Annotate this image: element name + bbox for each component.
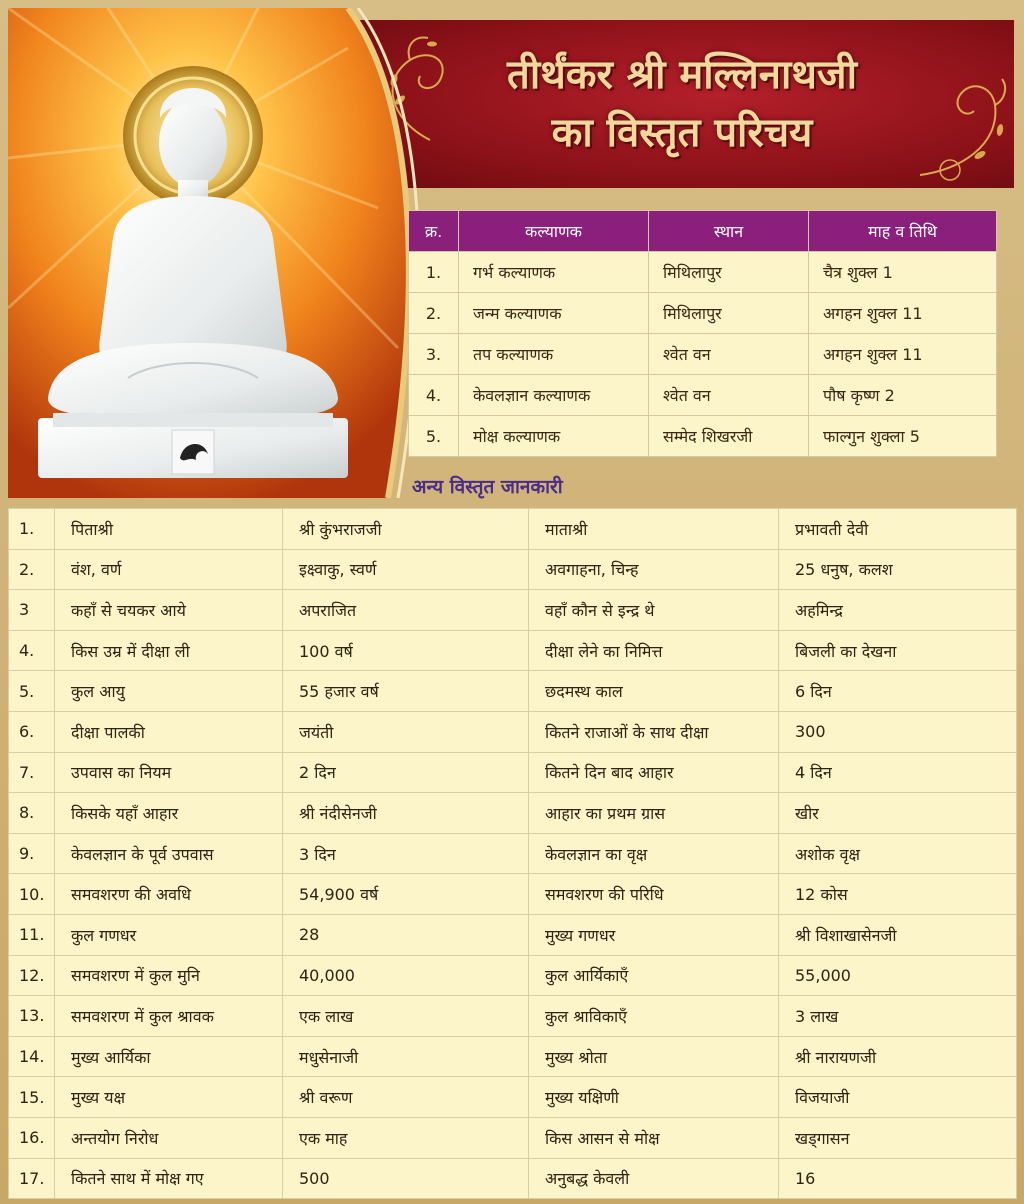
table-row	[9, 671, 1017, 712]
row-number: 14.	[9, 1036, 55, 1077]
kalyanak-place: सम्मेद शिखरजी	[649, 416, 809, 457]
idol-image	[8, 8, 420, 498]
detail-value: बिजली का देखना	[779, 630, 1017, 671]
table-row	[9, 590, 1017, 631]
detail-value: 55 हजार वर्ष	[283, 671, 529, 712]
kalyanak-date: चैत्र शुक्ल 1	[809, 252, 997, 293]
detail-label: किस आसन से मोक्ष	[529, 1117, 779, 1158]
row-number: 4.	[9, 630, 55, 671]
kalyanak-date: फाल्गुन शुक्ला 5	[809, 416, 997, 457]
kalyanak-date: अगहन शुक्ल 11	[809, 334, 997, 375]
row-number: 12.	[9, 955, 55, 996]
detail-value: 40,000	[283, 955, 529, 996]
table-row	[9, 711, 1017, 752]
detail-value: 6 दिन	[779, 671, 1017, 712]
detail-label: कहाँ से चयकर आये	[55, 590, 283, 631]
detail-value: श्री नारायणजी	[779, 1036, 1017, 1077]
kalyanak-name: तप कल्याणक	[459, 334, 649, 375]
row-number: 8.	[9, 793, 55, 834]
table-row	[409, 293, 997, 334]
row-number: 10.	[9, 874, 55, 915]
detail-value: श्री नंदीसेनजी	[283, 793, 529, 834]
kalyanak-place: मिथिलापुर	[649, 252, 809, 293]
row-number: 5.	[409, 416, 459, 457]
detail-value: 2 दिन	[283, 752, 529, 793]
kalyanak-place: मिथिलापुर	[649, 293, 809, 334]
title-line-2: का विस्तृत परिचय	[551, 110, 813, 156]
detail-value: 3 दिन	[283, 833, 529, 874]
detail-value: 28	[283, 914, 529, 955]
detail-value: प्रभावती देवी	[779, 509, 1017, 550]
title-banner	[350, 20, 1014, 188]
detail-label: वहाँ कौन से इन्द्र थे	[529, 590, 779, 631]
column-header: स्थान	[649, 211, 809, 252]
row-number: 4.	[409, 375, 459, 416]
detail-label: समवशरण की परिधि	[529, 874, 779, 915]
detail-value: जयंती	[283, 711, 529, 752]
detail-value: 25 धनुष, कलश	[779, 549, 1017, 590]
table-row	[409, 375, 997, 416]
detail-value: श्री कुंभराजजी	[283, 509, 529, 550]
row-number: 6.	[9, 711, 55, 752]
kalyanak-name: केवलज्ञान कल्याणक	[459, 375, 649, 416]
kalyanak-date: अगहन शुक्ल 11	[809, 293, 997, 334]
kalyanak-date: पौष कृष्ण 2	[809, 375, 997, 416]
table-row	[9, 1036, 1017, 1077]
row-number: 15.	[9, 1077, 55, 1118]
detail-label: समवशरण की अवधि	[55, 874, 283, 915]
detail-value: इक्ष्वाकु, स्वर्ण	[283, 549, 529, 590]
detail-value: अशोक वृक्ष	[779, 833, 1017, 874]
detail-label: अवगाहना, चिन्ह	[529, 549, 779, 590]
detail-label: मुख्य यक्षिणी	[529, 1077, 779, 1118]
detail-label: आहार का प्रथम ग्रास	[529, 793, 779, 834]
kalyanak-name: गर्भ कल्याणक	[459, 252, 649, 293]
detail-value: अहमिन्द्र	[779, 590, 1017, 631]
row-number: 7.	[9, 752, 55, 793]
detail-value: 12 कोस	[779, 874, 1017, 915]
table-row	[9, 833, 1017, 874]
detail-value: 300	[779, 711, 1017, 752]
detail-label: कुल आर्यिकाएँ	[529, 955, 779, 996]
table-row	[9, 549, 1017, 590]
detail-label: कितने दिन बाद आहार	[529, 752, 779, 793]
detail-label: कुल श्राविकाएँ	[529, 996, 779, 1037]
column-header: कल्याणक	[459, 211, 649, 252]
page-title	[350, 46, 1014, 162]
detail-label: मुख्य गणधर	[529, 914, 779, 955]
detail-label: कुल आयु	[55, 671, 283, 712]
row-number: 2.	[409, 293, 459, 334]
title-line-1: तीर्थंकर श्री मल्लिनाथजी	[507, 52, 857, 98]
detail-label: उपवास का नियम	[55, 752, 283, 793]
row-number: 17.	[9, 1158, 55, 1199]
row-number: 2.	[9, 549, 55, 590]
detail-value: एक लाख	[283, 996, 529, 1037]
row-number: 1.	[9, 509, 55, 550]
kalyanak-place: श्वेत वन	[649, 375, 809, 416]
detail-value: 16	[779, 1158, 1017, 1199]
detail-value: 4 दिन	[779, 752, 1017, 793]
table-row	[9, 996, 1017, 1037]
detail-label: केवलज्ञान के पूर्व उपवास	[55, 833, 283, 874]
detail-label: समवशरण में कुल श्रावक	[55, 996, 283, 1037]
section-heading: अन्य विस्तृत जानकारी	[412, 476, 563, 498]
detail-label: किस उम्र में दीक्षा ली	[55, 630, 283, 671]
table-row	[9, 914, 1017, 955]
column-header: माह व तिथि	[809, 211, 997, 252]
detail-label: मुख्य आर्यिका	[55, 1036, 283, 1077]
detail-label: कितने राजाओं के साथ दीक्षा	[529, 711, 779, 752]
detail-label: दीक्षा लेने का निमित्त	[529, 630, 779, 671]
table-row	[9, 509, 1017, 550]
column-header: क्र.	[409, 211, 459, 252]
detail-value: एक माह	[283, 1117, 529, 1158]
table-row	[9, 874, 1017, 915]
detail-value: विजयाजी	[779, 1077, 1017, 1118]
detail-label: वंश, वर्ण	[55, 549, 283, 590]
detail-label: पिताश्री	[55, 509, 283, 550]
detail-value: श्री विशाखासेनजी	[779, 914, 1017, 955]
detail-value: 54,900 वर्ष	[283, 874, 529, 915]
detail-label: अन्तयोग निरोध	[55, 1117, 283, 1158]
table-row	[409, 416, 997, 457]
detail-value: श्री वरूण	[283, 1077, 529, 1118]
table-row	[9, 1158, 1017, 1199]
detail-label: केवलज्ञान का वृक्ष	[529, 833, 779, 874]
detail-label: अनुबद्ध केवली	[529, 1158, 779, 1199]
detail-label: कितने साथ में मोक्ष गए	[55, 1158, 283, 1199]
detail-label: दीक्षा पालकी	[55, 711, 283, 752]
kalyanak-name: जन्म कल्याणक	[459, 293, 649, 334]
row-number: 9.	[9, 833, 55, 874]
table-row	[9, 630, 1017, 671]
table-row	[9, 1117, 1017, 1158]
row-number: 13.	[9, 996, 55, 1037]
detail-label: समवशरण में कुल मुनि	[55, 955, 283, 996]
detail-value: 55,000	[779, 955, 1017, 996]
detail-value: 100 वर्ष	[283, 630, 529, 671]
detail-label: मुख्य श्रोता	[529, 1036, 779, 1077]
detail-value: 3 लाख	[779, 996, 1017, 1037]
kalyanak-table	[408, 210, 997, 457]
row-number: 16.	[9, 1117, 55, 1158]
detail-label: कुल गणधर	[55, 914, 283, 955]
detail-value: अपराजित	[283, 590, 529, 631]
table-row	[9, 1077, 1017, 1118]
row-number: 11.	[9, 914, 55, 955]
detail-value: मधुसेनाजी	[283, 1036, 529, 1077]
table-row	[409, 252, 997, 293]
table-row	[9, 955, 1017, 996]
kalyanak-place: श्वेत वन	[649, 334, 809, 375]
detail-label: किसके यहाँ आहार	[55, 793, 283, 834]
detail-value: खड्गासन	[779, 1117, 1017, 1158]
detail-label: छदमस्थ काल	[529, 671, 779, 712]
detail-value: 500	[283, 1158, 529, 1199]
row-number: 1.	[409, 252, 459, 293]
detail-label: माताश्री	[529, 509, 779, 550]
row-number: 3.	[409, 334, 459, 375]
row-number: 3	[9, 590, 55, 631]
detail-value: खीर	[779, 793, 1017, 834]
kalyanak-header-row	[409, 211, 997, 252]
table-row	[9, 793, 1017, 834]
table-row	[9, 752, 1017, 793]
kalyanak-name: मोक्ष कल्याणक	[459, 416, 649, 457]
table-row	[409, 334, 997, 375]
details-table	[8, 508, 1017, 1199]
detail-label: मुख्य यक्ष	[55, 1077, 283, 1118]
row-number: 5.	[9, 671, 55, 712]
